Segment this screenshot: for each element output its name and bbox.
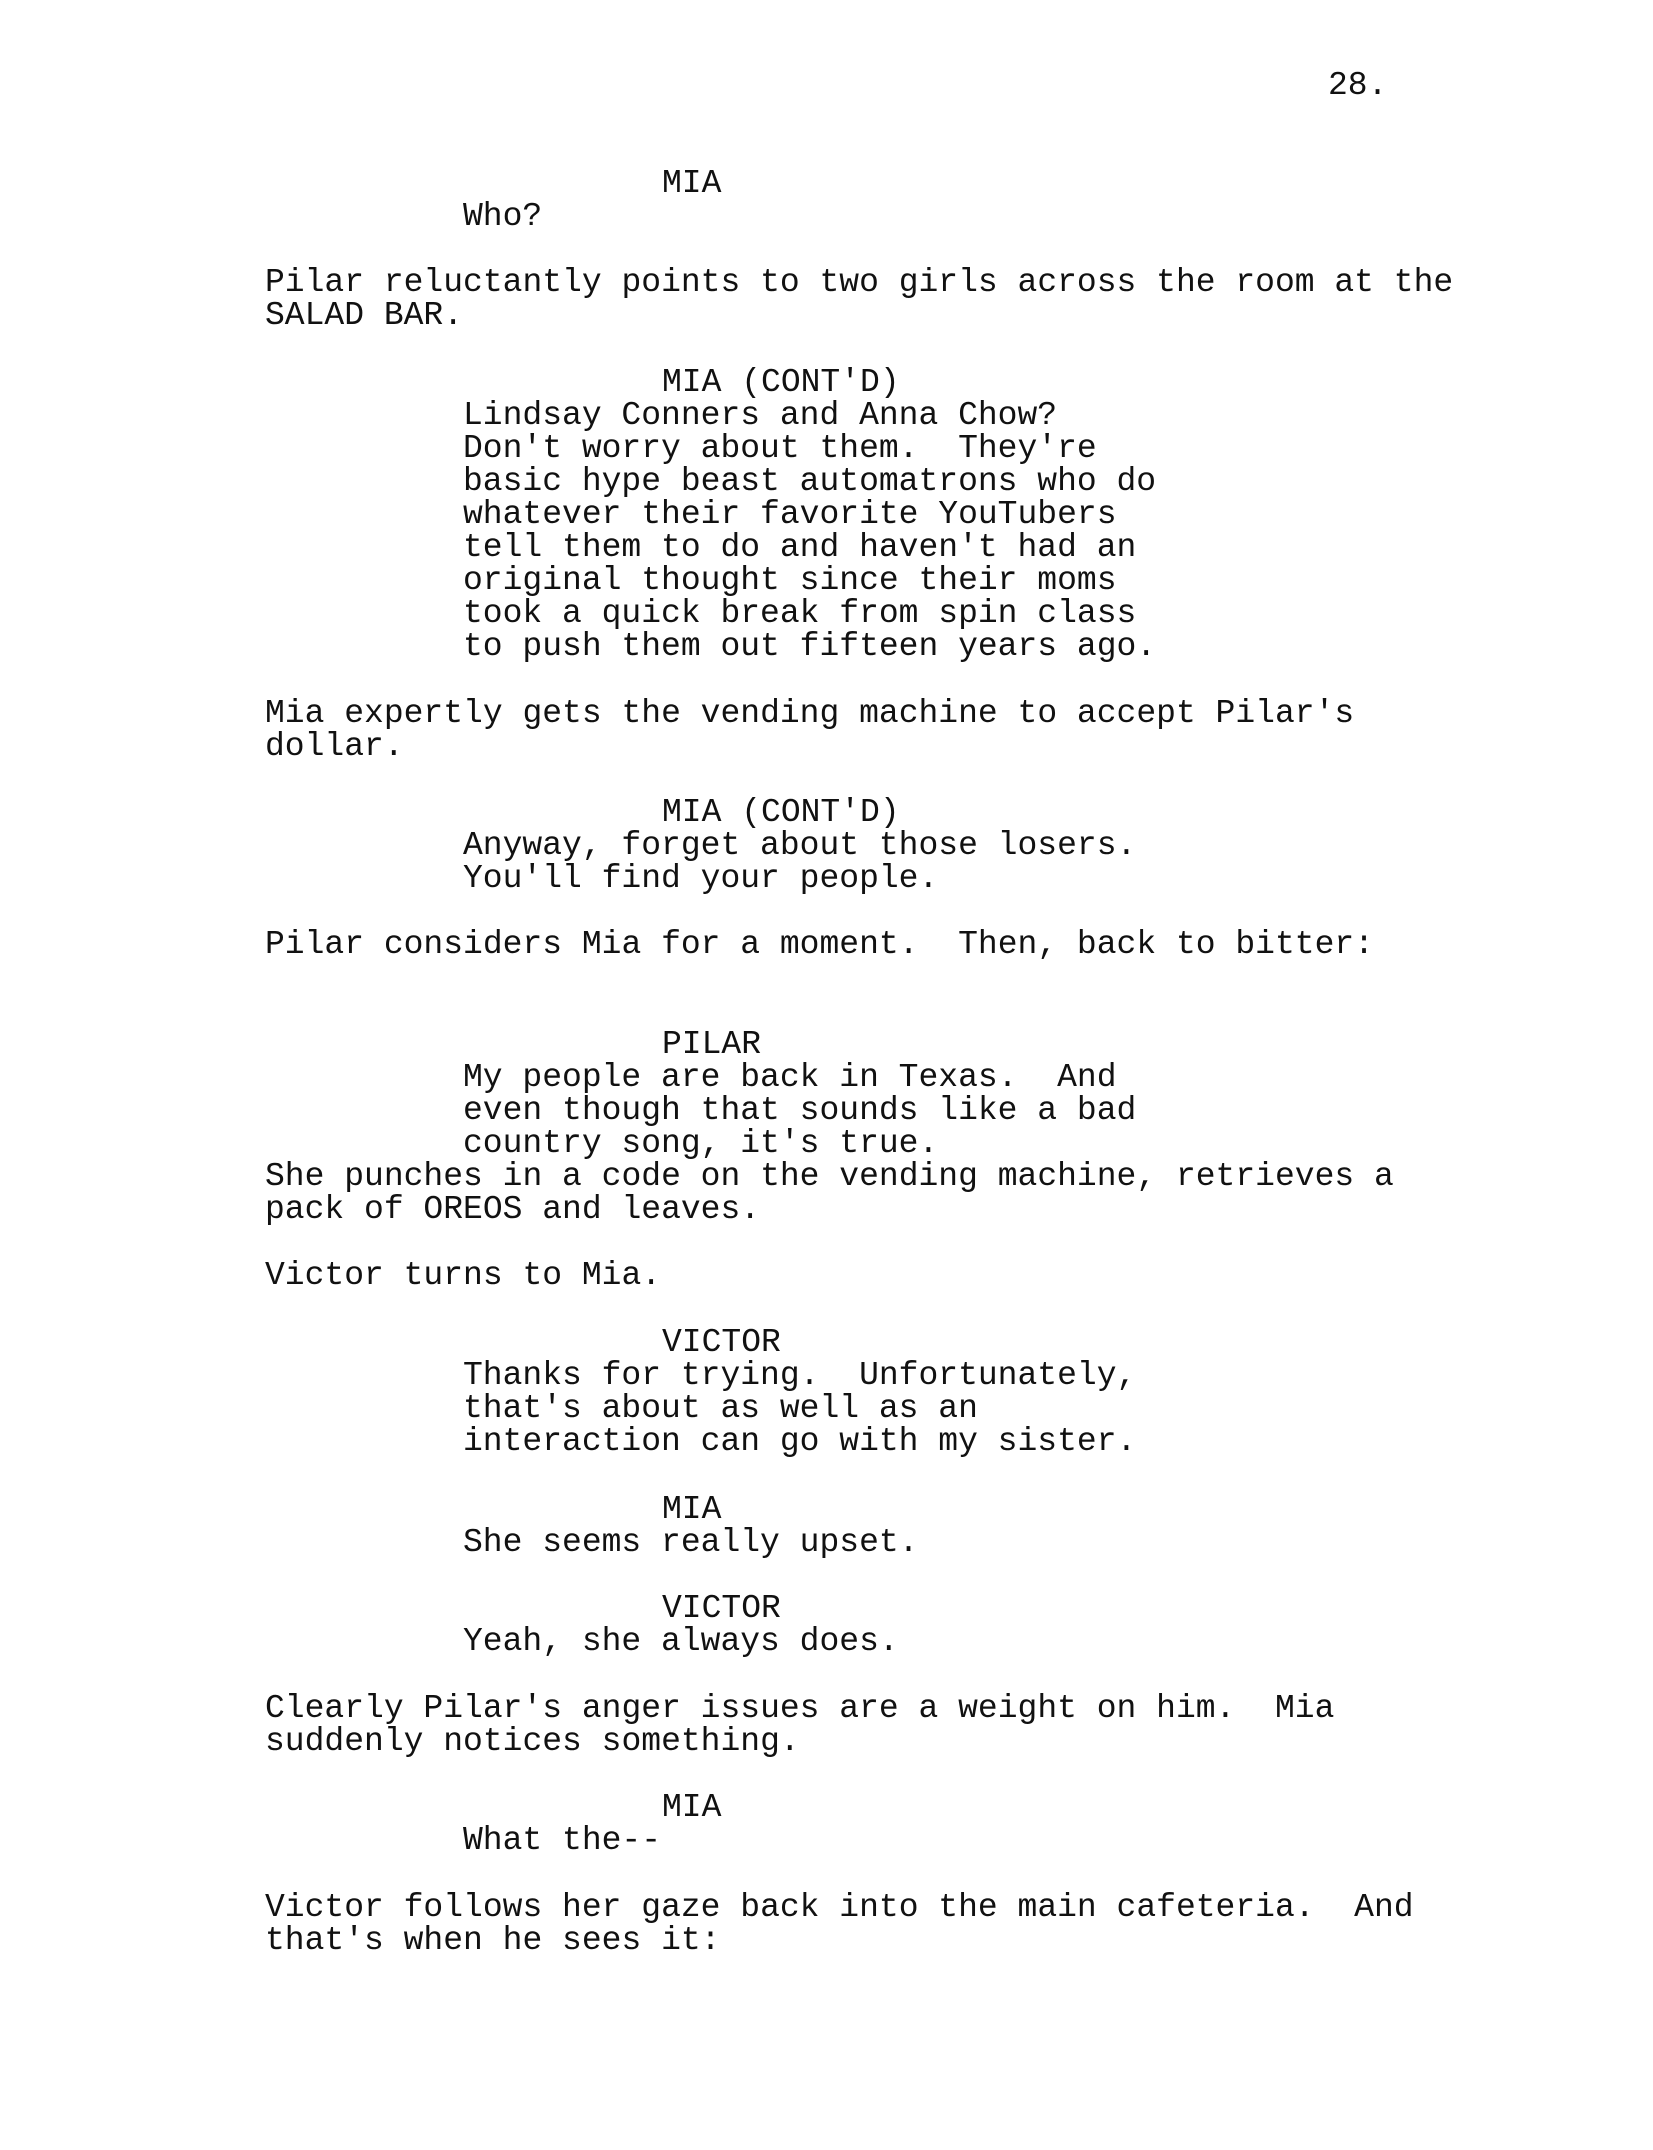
action-line: suddenly notices something.: [265, 1723, 800, 1760]
dialogue-line: She seems really upset.: [463, 1524, 919, 1561]
dialogue-line: whatever their favorite YouTubers: [463, 496, 1117, 533]
dialogue-line: basic hype beast automatrons who do: [463, 463, 1157, 500]
action-line: Pilar reluctantly points to two girls across the room at the: [265, 264, 1454, 301]
dialogue-line: Who?: [463, 198, 543, 235]
dialogue-line: country song, it's true.: [463, 1125, 939, 1162]
character-name: MIA: [662, 1491, 722, 1528]
dialogue-line: original thought since their moms: [463, 562, 1117, 599]
page-number: 28.: [1328, 67, 1388, 104]
dialogue-line: that's about as well as an: [463, 1390, 978, 1427]
action-line: that's when he sees it:: [265, 1922, 721, 1959]
character-name: MIA: [662, 1789, 722, 1826]
character-name: MIA: [662, 165, 722, 202]
dialogue-line: tell them to do and haven't had an: [463, 529, 1137, 566]
dialogue-line: Lindsay Conners and Anna Chow?: [463, 397, 1058, 434]
action-line: SALAD BAR.: [265, 297, 464, 334]
dialogue-line: Thanks for trying. Unfortunately,: [463, 1357, 1137, 1394]
dialogue-line: even though that sounds like a bad: [463, 1092, 1137, 1129]
action-line: Victor follows her gaze back into the main cafeteria. And: [265, 1889, 1414, 1926]
dialogue-line: Anyway, forget about those losers.: [463, 827, 1137, 864]
dialogue-line: took a quick break from spin class: [463, 595, 1137, 632]
dialogue-line: What the--: [463, 1822, 662, 1859]
dialogue-line: interaction can go with my sister.: [463, 1423, 1137, 1460]
action-line: dollar.: [265, 728, 404, 765]
dialogue-line: Yeah, she always does.: [463, 1623, 899, 1660]
action-line: Pilar considers Mia for a moment. Then, back to bitter:: [265, 926, 1374, 963]
character-name: MIA (CONT'D): [662, 794, 900, 831]
dialogue-line: to push them out fifteen years ago.: [463, 628, 1157, 665]
action-line: She punches in a code on the vending machine, retrieves a: [265, 1158, 1394, 1195]
dialogue-line: Don't worry about them. They're: [463, 430, 1097, 467]
action-line: Mia expertly gets the vending machine to accept Pilar's: [265, 695, 1355, 732]
character-name: MIA (CONT'D): [662, 364, 900, 401]
action-line: pack of OREOS and leaves.: [265, 1191, 761, 1228]
character-name: VICTOR: [662, 1324, 781, 1361]
action-line: Victor turns to Mia.: [265, 1257, 662, 1294]
dialogue-line: You'll find your people.: [463, 860, 939, 897]
character-name: VICTOR: [662, 1590, 781, 1627]
dialogue-line: My people are back in Texas. And: [463, 1059, 1117, 1096]
character-name: PILAR: [662, 1026, 762, 1063]
action-line: Clearly Pilar's anger issues are a weight on him. Mia: [265, 1690, 1335, 1727]
